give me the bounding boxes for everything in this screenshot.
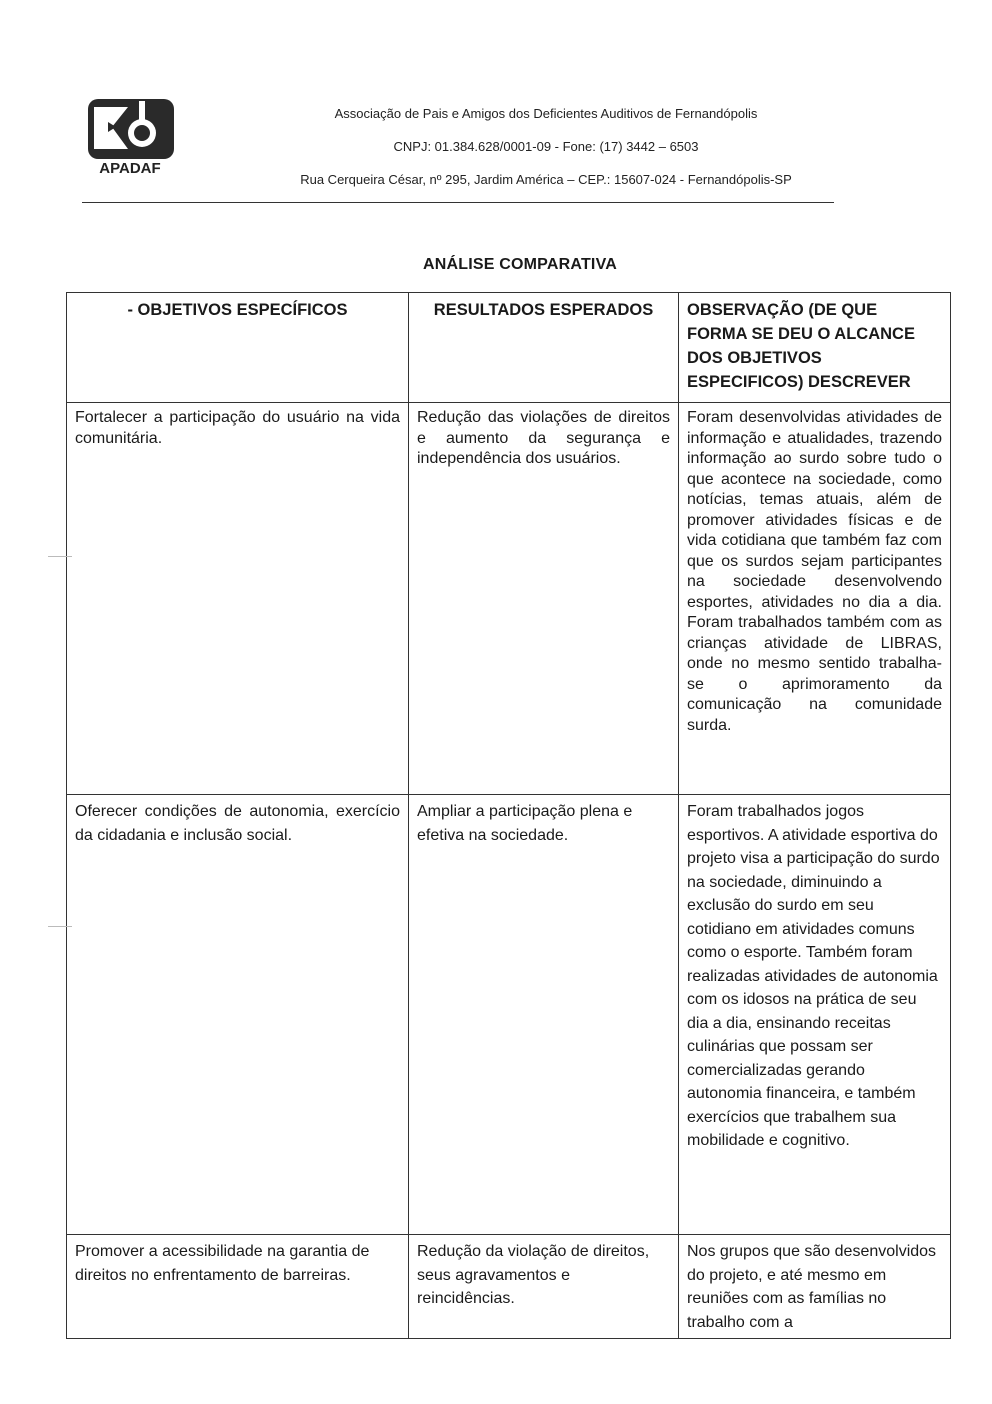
table-row xyxy=(67,403,951,795)
cell-objetivo: Oferecer condições de autonomia, exercício da cidadania e inclusão social. xyxy=(67,795,409,1235)
header-resultados: RESULTADOS ESPERADOS xyxy=(409,293,679,403)
header-observacao: OBSERVAÇÃO (DE QUE FORMA SE DEU O ALCANCE DOS OBJETIVOS ESPECIFICOS) DESCREVER xyxy=(679,293,951,403)
scan-artifact xyxy=(48,556,72,557)
table-row xyxy=(67,1235,951,1339)
header-objetivos: - OBJETIVOS ESPECÍFICOS xyxy=(67,293,409,403)
cell-observacao: Foram desenvolvidas atividades de informação e atualidades, trazendo informação ao surdo sobre tudo o que acontece na sociedade, como notícias, temas atuais, além de promover atividades físicas e de vida cotidiana que também faz com que os surdos sejam participantes na sociedade desenvolvendo esportes, atividades no dia a dia. Foram trabalhados também com as crianças atividade de LIBRAS, onde no mesmo sentido trabalha-se o aprimoramento da comunicação na comunidade surda. xyxy=(679,403,951,795)
comparative-analysis-table xyxy=(66,292,951,1339)
cell-resultado: Redução da violação de direitos, seus agravamentos e reincidências. xyxy=(409,1235,679,1339)
table-header-row xyxy=(67,293,951,403)
address-line: Rua Cerqueira César, nº 295, Jardim América – CEP.: 15607-024 - Fernandópolis-SP xyxy=(300,172,792,187)
organization-name: Associação de Pais e Amigos dos Deficientes Auditivos de Fernandópolis xyxy=(334,106,758,121)
cell-objetivo: Fortalecer a participação do usuário na vida comunitária. xyxy=(67,403,409,795)
scan-artifact xyxy=(48,926,72,927)
header-divider xyxy=(82,202,834,203)
cell-resultado: Ampliar a participação plena e efetiva na sociedade. xyxy=(409,795,679,1235)
cell-observacao: Nos grupos que são desenvolvidos do projeto, e até mesmo em reuniões com as famílias no trabalho com a xyxy=(679,1235,951,1339)
table-row xyxy=(67,795,951,1235)
cell-objetivo: Promover a acessibilidade na garantia de direitos no enfrentamento de barreiras. xyxy=(67,1235,409,1339)
document-title: ANÁLISE COMPARATIVA xyxy=(422,256,618,273)
logo-text: APADAF xyxy=(99,160,161,177)
cell-resultado: Redução das violações de direitos e aumento da segurança e independência dos usuários. xyxy=(409,403,679,795)
cell-observacao: Foram trabalhados jogos esportivos. A atividade esportiva do projeto visa a participação do surdo na sociedade, diminuindo a exclusão do surdo em seu cotidiano em atividades comuns como o esporte. Também foram realizadas atividades de autonomia com os idosos na prática de seu dia a dia, ensinando receitas culinárias que possam ser comercializadas gerando autonomia financeira, e também exercícios que trabalhem sua mobilidade e cognitivo. xyxy=(679,795,951,1235)
cnpj-phone-line: CNPJ: 01.384.628/0001-09 - Fone: (17) 3442 – 6503 xyxy=(393,139,699,154)
